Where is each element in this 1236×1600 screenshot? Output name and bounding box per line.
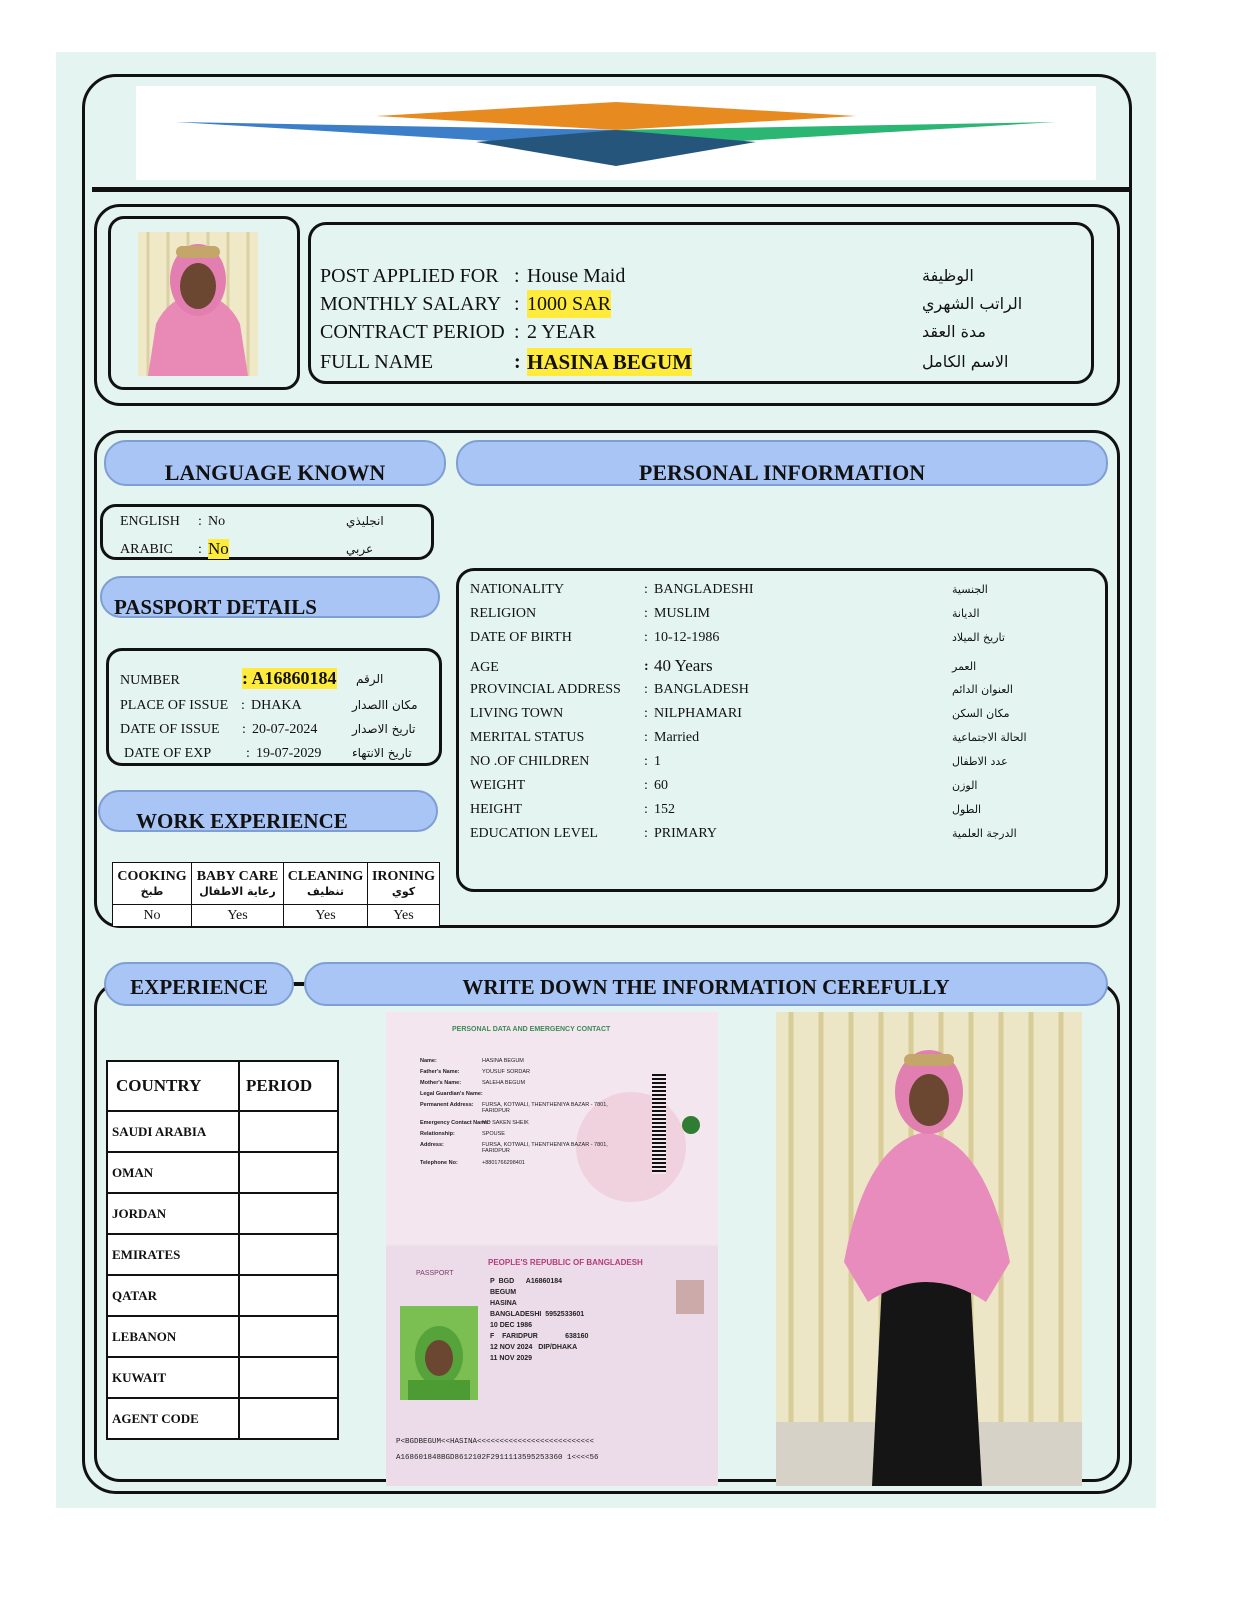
personal-ar: الديانة (952, 607, 980, 620)
place-of-issue-row (120, 698, 420, 716)
personal-row (470, 754, 1090, 778)
colon: : (644, 659, 649, 674)
place-of-issue-label: PLACE OF ISSUE (120, 698, 229, 713)
personal-value: 152 (654, 802, 675, 817)
experience-period-cell[interactable] (239, 1152, 338, 1193)
personal-ar: الحالة الاجتماعية (952, 731, 1027, 744)
scan-birthplace: FARIDPUR (502, 1333, 538, 1340)
colon: : (514, 321, 520, 343)
experience-row (107, 1398, 338, 1439)
scan-field-key: Name: (420, 1058, 437, 1064)
experience-row (107, 1275, 338, 1316)
work-value-ironing: Yes (368, 905, 440, 927)
personal-label: NATIONALITY (470, 582, 565, 597)
colon: : (644, 630, 648, 645)
scan-field-key: Permanent Address: (420, 1102, 474, 1108)
scan-photo (400, 1306, 478, 1400)
scan-type: P (490, 1278, 495, 1285)
write-carefully-header: WRITE DOWN THE INFORMATION CEREFULLY (304, 962, 1108, 1006)
experience-country: AGENT CODE (107, 1398, 239, 1439)
scan-mrz-line-1: P<BGDBEGUM<<HASINA<<<<<<<<<<<<<<<<<<<<<<<<<< (396, 1438, 595, 1446)
experience-period-cell[interactable] (239, 1316, 338, 1357)
personal-label: RELIGION (470, 606, 537, 621)
work-col-baby-care: BABY CARE (196, 869, 279, 884)
personal-label: MERITAL STATUS (470, 730, 585, 745)
personal-value: Married (654, 730, 700, 745)
colon: : (198, 542, 202, 557)
experience-country: QATAR (107, 1275, 239, 1316)
personal-label: PROVINCIAL ADDRESS (470, 682, 621, 697)
colon: : (644, 582, 648, 597)
period-column-header: PERIOD (239, 1061, 338, 1111)
personal-ar: العنوان الدائم (952, 683, 1013, 696)
personal-row (470, 778, 1090, 802)
personal-row (470, 654, 1090, 682)
application-info (320, 262, 1080, 376)
personal-ar: مكان السكن (952, 707, 1010, 720)
work-col-ironing-ar: كوي (391, 885, 416, 898)
scan-section-title: PERSONAL DATA AND EMERGENCY CONTACT (452, 1026, 611, 1033)
personal-label: NO .OF CHILDREN (470, 754, 590, 769)
passport-number-label: NUMBER (120, 673, 180, 688)
english-ar: انجليذي (346, 514, 384, 528)
date-of-issue-ar: تاريخ الاصدار (352, 722, 416, 736)
scan-field-key: Relationship: (420, 1131, 455, 1137)
scan-bio-fields (490, 1276, 588, 1364)
colon: : (644, 706, 648, 721)
scan-issue: 12 NOV 2024 (490, 1344, 533, 1351)
salary-row (320, 290, 1080, 318)
passport-number-ar: الرقم (356, 672, 384, 686)
scan-field (420, 1120, 650, 1131)
post-applied-ar: الوظيفة (922, 266, 974, 285)
personal-value: 1 (654, 754, 661, 769)
scan-code: BGD (498, 1278, 515, 1285)
passport-details-header: PASSPORT DETAILS (100, 576, 440, 618)
personal-value: BANGLADESHI (654, 582, 754, 597)
personal-row (470, 802, 1090, 826)
salary-value: 1000 SAR (527, 290, 611, 318)
scan-given: HASINA (490, 1300, 517, 1307)
arabic-ar: عربي (346, 542, 374, 556)
experience-period-cell[interactable] (239, 1357, 338, 1398)
scan-mrz-line-2: A168601848BGD8612102F2911113595253360 1<<<<56 (396, 1454, 599, 1462)
personal-row (470, 826, 1090, 850)
scan-field (420, 1069, 650, 1080)
colon: : (644, 826, 648, 841)
colon: : (644, 802, 648, 817)
scan-doc-label: PASSPORT (416, 1270, 454, 1277)
work-col-ironing: IRONING (371, 869, 435, 884)
scan-sex: F (490, 1333, 495, 1340)
contract-ar: مدة العقد (922, 322, 986, 341)
contract-value: 2 YEAR (527, 321, 596, 343)
english-value: No (208, 514, 226, 529)
personal-row (470, 606, 1090, 630)
personal-row (470, 730, 1090, 754)
date-of-exp-row (124, 746, 424, 764)
experience-row (107, 1193, 338, 1234)
personal-row (470, 582, 1090, 606)
passport-scan-image (386, 1012, 718, 1486)
date-of-exp-label: DATE OF EXP (124, 746, 212, 761)
scan-field-key: Telephone No: (420, 1160, 458, 1166)
experience-row (107, 1111, 338, 1152)
scan-field-value: FURSA, KOTWALI, THENTHENIYA BAZAR - 7801, FARIDPUR (482, 1102, 608, 1114)
post-applied-row (320, 262, 1080, 290)
english-row (120, 514, 410, 532)
personal-label: WEIGHT (470, 778, 526, 793)
experience-country: KUWAIT (107, 1357, 239, 1398)
experience-period-cell[interactable] (239, 1398, 338, 1439)
experience-table (106, 1060, 339, 1440)
experience-period-cell[interactable] (239, 1275, 338, 1316)
scan-surname: BEGUM (490, 1289, 517, 1296)
colon: : (644, 682, 648, 697)
contract-label: CONTRACT PERIOD (320, 321, 505, 343)
experience-row (107, 1357, 338, 1398)
work-col-cooking-ar: طبخ (140, 885, 164, 898)
scan-field-value: YOUSUF SORDAR (482, 1069, 530, 1075)
full-name-value: HASINA BEGUM (527, 350, 693, 374)
colon: : (644, 754, 648, 769)
scan-country: PEOPLE'S REPUBLIC OF BANGLADESH (488, 1258, 643, 1267)
experience-country: SAUDI ARABIA (107, 1111, 239, 1152)
work-col-cleaning: CLEANING (287, 869, 364, 884)
personal-ar: العمر (952, 660, 977, 673)
scan-field-value: FURSA, KOTWALI, THENTHENIYA BAZAR - 7801, FARIDPUR (482, 1142, 608, 1154)
colon: : (514, 265, 520, 287)
scan-field-key: Father's Name: (420, 1069, 460, 1075)
place-of-issue-value: DHAKA (251, 698, 302, 713)
passport-data-page (386, 1012, 718, 1244)
scan-field-key: Emergency Contact Name: (420, 1120, 490, 1126)
scan-field-value: HASINA BEGUM (482, 1058, 524, 1064)
header-connector (294, 984, 304, 986)
header-banner (136, 86, 1096, 180)
experience-row (107, 1316, 338, 1357)
scan-field-value: MD SAKEN SHEIK (482, 1120, 529, 1126)
date-of-exp-ar: تاريخ الانتهاء (352, 746, 412, 760)
personal-ar: الوزن (952, 779, 978, 792)
arabic-value: No (208, 539, 229, 558)
passport-number-value: A16860184 (251, 668, 337, 688)
scan-field-key: Address: (420, 1142, 444, 1148)
personal-ar: عدد الاطفال (952, 755, 1008, 768)
salary-label: MONTHLY SALARY (320, 293, 502, 315)
personal-label: LIVING TOWN (470, 706, 564, 721)
work-col-baby-care-ar: رعاية الاطفال (199, 885, 276, 898)
work-experience-table (112, 862, 440, 927)
contract-row (320, 318, 1080, 346)
scan-field (420, 1102, 650, 1120)
experience-country: OMAN (107, 1152, 239, 1193)
scan-authority: DIP/DHAKA (538, 1344, 578, 1351)
personal-value: BANGLADESH (654, 682, 749, 697)
scan-field (420, 1160, 650, 1171)
work-value-cleaning: Yes (284, 905, 368, 927)
colon: : (242, 722, 246, 737)
colon: : (246, 746, 250, 761)
personal-value: PRIMARY (654, 826, 718, 841)
salary-ar: الراتب الشهري (922, 294, 1023, 313)
experience-country: JORDAN (107, 1193, 239, 1234)
scan-number: A16860184 (525, 1278, 562, 1285)
colon: : (514, 351, 521, 373)
applicant-portrait (138, 232, 258, 376)
english-label: ENGLISH (120, 514, 180, 529)
arabic-label: ARABIC (120, 542, 173, 557)
place-of-issue-ar: مكان االصدار (352, 698, 418, 712)
work-col-cleaning-ar: تنظيف (307, 885, 344, 898)
experience-period-cell[interactable] (239, 1193, 338, 1234)
full-name-row (320, 348, 1080, 376)
experience-country: LEBANON (107, 1316, 239, 1357)
experience-period-cell[interactable] (239, 1111, 338, 1152)
colon: : (514, 293, 520, 315)
personal-ar: الجنسية (952, 583, 988, 596)
scan-emblem (682, 1116, 700, 1134)
colon: : (198, 514, 202, 529)
scan-field-value: SPOUSE (482, 1131, 505, 1137)
date-of-issue-row (120, 722, 420, 740)
country-column-header: COUNTRY (107, 1061, 239, 1111)
work-col-cooking: COOKING (117, 869, 187, 884)
colon: : (644, 730, 648, 745)
personal-ar: الدرجة العلمية (952, 827, 1017, 840)
post-applied-label: POST APPLIED FOR (320, 265, 499, 287)
colon: : (644, 778, 648, 793)
scan-field-value: +8801766298401 (482, 1160, 525, 1166)
personal-value: NILPHAMARI (654, 706, 742, 721)
personal-information-header: PERSONAL INFORMATION (456, 440, 1108, 486)
date-of-issue-label: DATE OF ISSUE (120, 722, 220, 737)
personal-value: 40 Years (654, 656, 713, 675)
passport-number-row: NUMBER : A16860184 الرقم (120, 668, 384, 688)
experience-header: EXPERIENCE (104, 962, 294, 1006)
personal-value: MUSLIM (654, 606, 711, 621)
personal-row (470, 706, 1090, 730)
personal-label: AGE (470, 660, 499, 675)
full-name-ar: الاسم الكامل (922, 352, 1009, 371)
header-divider (92, 187, 1130, 192)
colon: : (644, 606, 648, 621)
scan-field (420, 1091, 650, 1102)
language-known-header: LANGUAGE KNOWN (104, 440, 446, 486)
scan-dob: 10 DEC 1986 (490, 1322, 533, 1329)
date-of-exp-value: 19-07-2029 (256, 746, 322, 761)
scan-field-key: Legal Guardian's Name: (420, 1091, 483, 1097)
scan-nationality: BANGLADESHI (490, 1311, 542, 1318)
personal-info-list (470, 582, 1090, 850)
scan-field-value: SALEHA BEGUM (482, 1080, 526, 1086)
personal-label: DATE OF BIRTH (470, 630, 572, 645)
personal-ar: تاريخ الميلاد (952, 631, 1005, 644)
passport-bio-page (386, 1246, 718, 1486)
scan-fields (420, 1058, 650, 1171)
personal-value: 10-12-1986 (654, 630, 720, 645)
work-value-baby-care: Yes (192, 905, 284, 927)
scan-mrz (396, 1434, 599, 1466)
personal-label: EDUCATION LEVEL (470, 826, 598, 841)
experience-country: EMIRATES (107, 1234, 239, 1275)
work-value-cooking: No (113, 905, 192, 927)
personal-ar: الطول (952, 803, 982, 816)
scan-barcode (652, 1074, 666, 1174)
personal-label: HEIGHT (470, 802, 523, 817)
arabic-row (120, 539, 410, 560)
scan-field (420, 1131, 650, 1142)
experience-row (107, 1152, 338, 1193)
date-of-issue-value: 20-07-2024 (252, 722, 318, 737)
scan-field (420, 1080, 650, 1091)
personal-value: 60 (654, 778, 668, 793)
scan-field (420, 1058, 650, 1069)
experience-period-cell[interactable] (239, 1234, 338, 1275)
scan-field (420, 1142, 650, 1160)
personal-row (470, 630, 1090, 654)
scan-personal-no: 5952533601 (545, 1311, 585, 1318)
scan-extra: 638160 (565, 1333, 589, 1340)
full-body-photo (776, 1012, 1082, 1486)
post-applied-value: House Maid (527, 265, 626, 287)
scan-expiry: 11 NOV 2029 (490, 1355, 533, 1362)
experience-row (107, 1234, 338, 1275)
personal-row (470, 682, 1090, 706)
colon: : (241, 698, 245, 713)
work-experience-header: WORK EXPERIENCE (98, 790, 438, 832)
scan-secondary-photo (676, 1280, 704, 1314)
scan-field-key: Mother's Name: (420, 1080, 462, 1086)
full-name-label: FULL NAME (320, 351, 434, 373)
